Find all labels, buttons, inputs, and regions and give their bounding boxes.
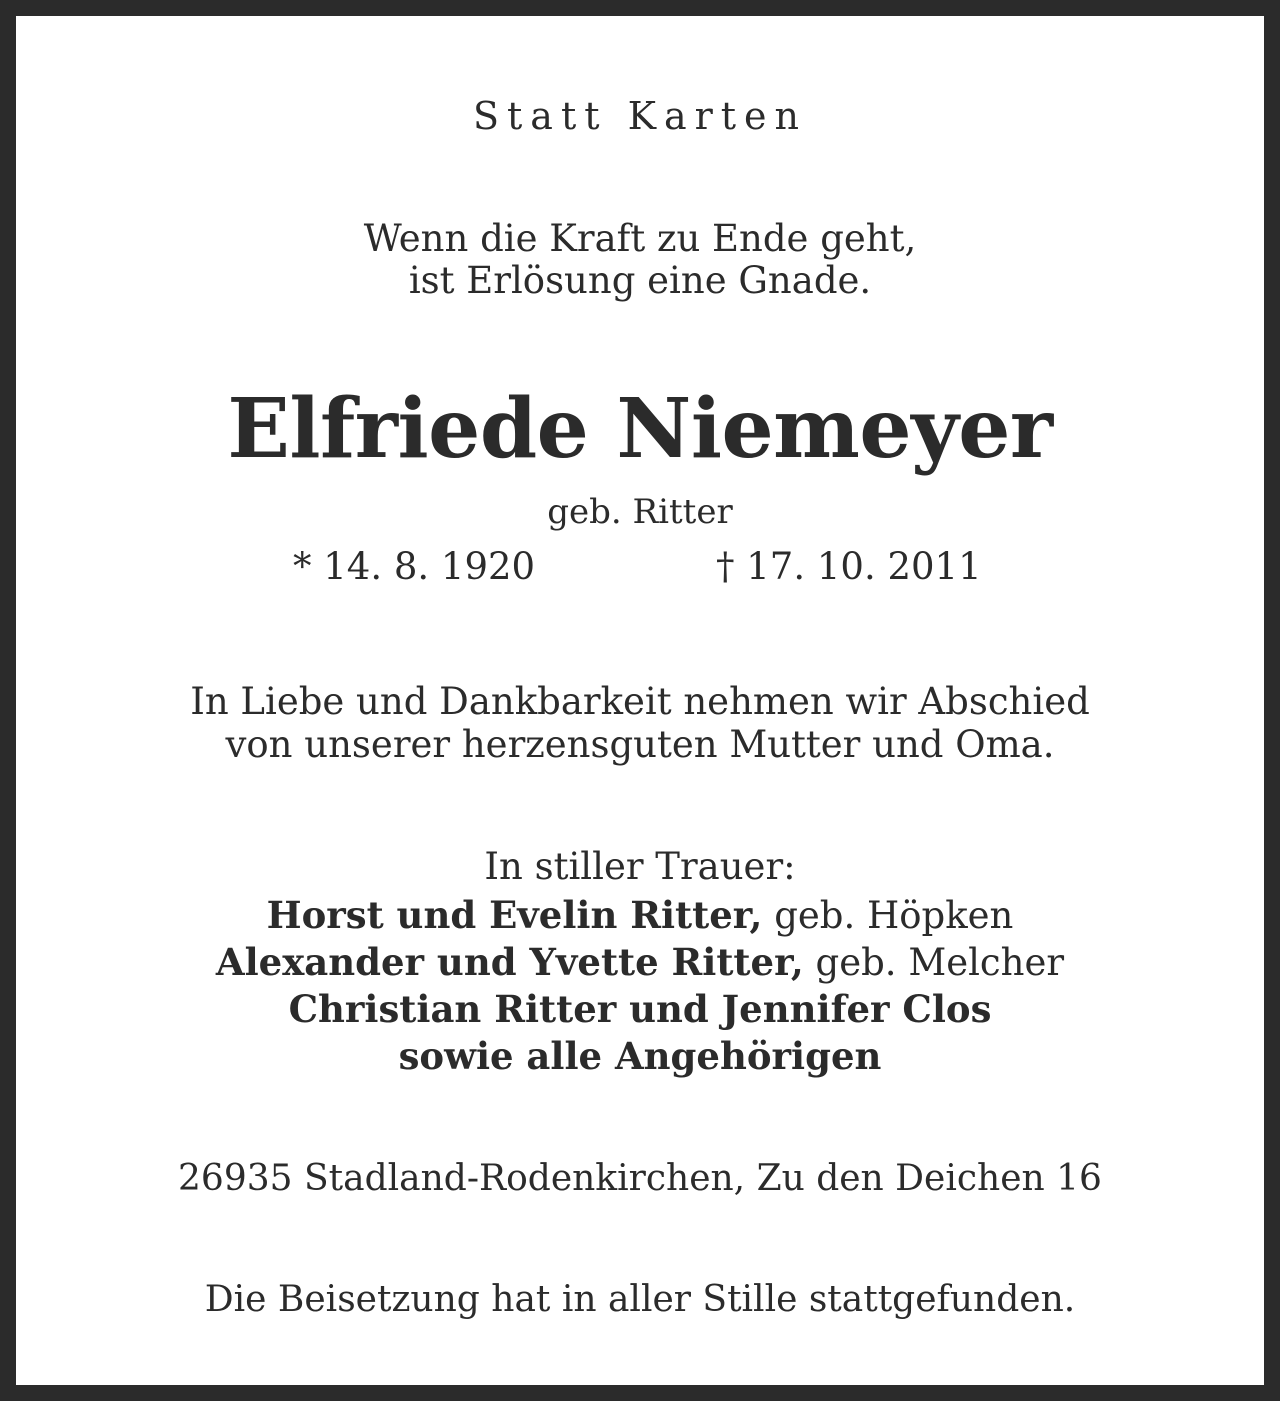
- life-dates: [16, 544, 1264, 592]
- mourner-line: [16, 1033, 1264, 1080]
- farewell-line-1: In Liebe und Dankbarkeit nehmen wir Abschied: [190, 680, 1090, 723]
- header-statt-karten: Statt Karten: [472, 94, 808, 138]
- motto-line-1: Wenn die Kraft zu Ende geht,: [363, 217, 917, 260]
- family-address: 26935 Stadland-Rodenkirchen, Zu den Deichen 16: [178, 1158, 1102, 1199]
- mourners-intro: In stiller Trauer:: [484, 845, 796, 888]
- farewell-line-2: von unserer herzensguten Mutter und Oma.: [225, 723, 1055, 766]
- mourner-names: Alexander und Yvette Ritter,: [215, 940, 804, 984]
- mourner-names: sowie alle Angehörigen: [398, 1034, 882, 1078]
- mourner-names: Christian Ritter und Jennifer Clos: [288, 987, 992, 1031]
- mourner-line: [16, 892, 1264, 939]
- birth-date: * 14. 8. 1920: [293, 545, 536, 588]
- mourner-line: [16, 939, 1264, 986]
- deceased-name: Elfriede Niemeyer: [227, 381, 1053, 477]
- motto-line-2: ist Erlösung eine Gnade.: [408, 259, 872, 302]
- mourner-suffix: geb. Melcher: [803, 941, 1065, 984]
- obituary-notice: [16, 16, 1264, 1385]
- mourner-names: Horst und Evelin Ritter,: [266, 893, 763, 937]
- burial-note: Die Beisetzung hat in aller Stille stattgefunden.: [204, 1279, 1076, 1320]
- mourner-line: [16, 986, 1264, 1033]
- death-date: † 17. 10. 2011: [716, 545, 982, 588]
- maiden-name: geb. Ritter: [547, 492, 733, 532]
- mourner-suffix: geb. Höpken: [762, 894, 1014, 937]
